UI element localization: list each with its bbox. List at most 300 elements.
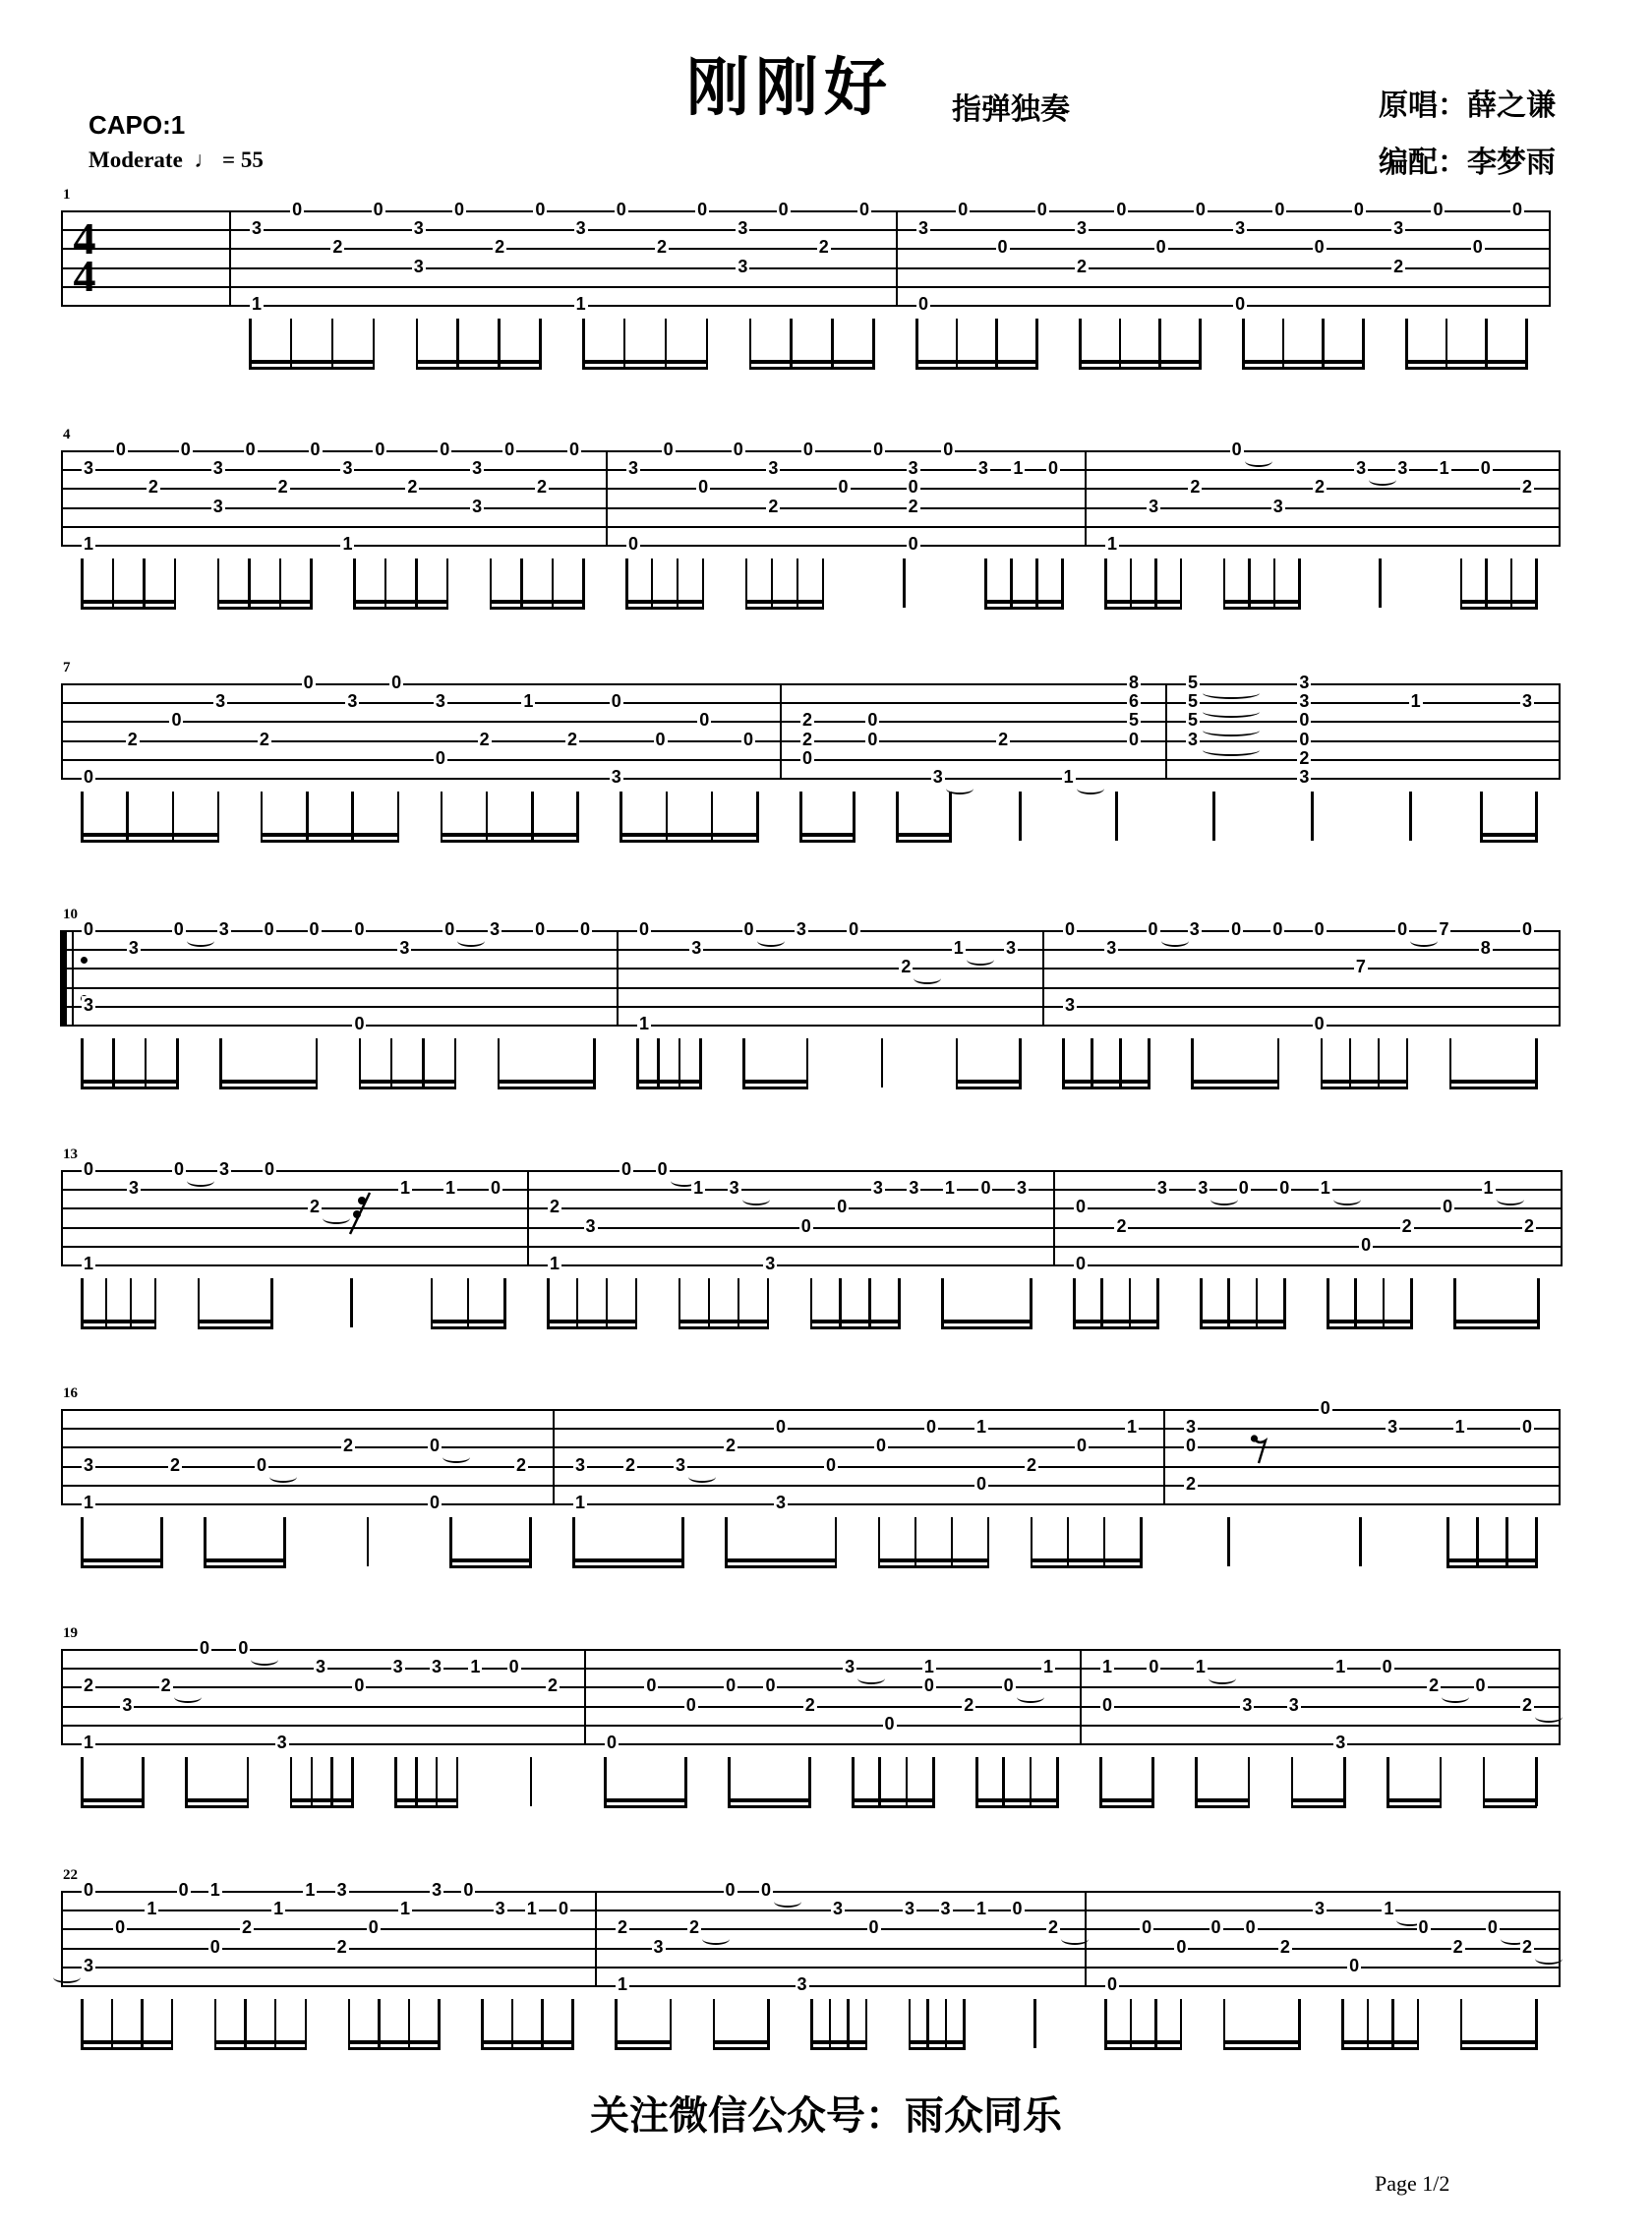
tab-note: 0 (463, 1880, 474, 1901)
tab-note: 3 (315, 1657, 326, 1677)
tab-note: 1 (1013, 458, 1024, 479)
tab-note: 0 (606, 1733, 618, 1753)
tab-note: 3 (336, 1880, 347, 1901)
tab-note: 2 (1190, 477, 1201, 498)
tab-note: 3 (691, 938, 702, 959)
tab-note: 1 (1439, 458, 1449, 479)
beam-bar (1223, 2047, 1301, 2050)
eighth-rest-symbol (1250, 1432, 1268, 1472)
staff-line (61, 1948, 1559, 1950)
staff-line (61, 1485, 1559, 1487)
tab-note: 3 (1299, 673, 1310, 693)
beam-bar (615, 2040, 672, 2044)
quarter-note-icon: ♩ = 55 (194, 147, 264, 172)
tab-note: 3 (1235, 218, 1246, 239)
tab-note: 0 (508, 1657, 519, 1677)
tab-note: 3 (1335, 1733, 1346, 1753)
time-signature-numerator: 4 (73, 212, 96, 264)
tab-note: 5 (1128, 710, 1140, 731)
tab-note: 0 (943, 440, 954, 460)
tab-note: 0 (1231, 440, 1242, 460)
slur-arc (457, 935, 485, 947)
tab-note: 3 (472, 458, 483, 479)
tab-note: 0 (83, 919, 94, 940)
tab-note: 0 (1382, 1657, 1392, 1677)
tab-note: 0 (627, 534, 639, 555)
tab-note: 1 (923, 1657, 934, 1677)
tab-note: 2 (567, 729, 578, 749)
beam-bar (1242, 360, 1365, 364)
beam-bar (1242, 367, 1365, 370)
beam-bar (749, 360, 875, 364)
staff-line (61, 1686, 1559, 1688)
beam-bar (810, 1320, 901, 1323)
staff-line (61, 1006, 1559, 1008)
tab-note: 3 (585, 1215, 596, 1236)
slur-arc (1017, 1691, 1044, 1703)
beam-bar (625, 600, 704, 604)
beam-stem (350, 1278, 353, 1327)
tab-note: 0 (1075, 1254, 1087, 1274)
tab-note: 3 (1156, 1178, 1167, 1199)
let-ring-arc (1203, 706, 1260, 718)
tab-note: 0 (256, 1454, 267, 1475)
beam-bar (810, 2040, 867, 2044)
tab-note: 0 (1397, 919, 1408, 940)
tab-note: 0 (178, 1880, 189, 1901)
staff-line (61, 1910, 1559, 1911)
beam-bar (975, 1798, 1059, 1802)
beam-bar (572, 1565, 684, 1568)
beam-bar (742, 1080, 808, 1084)
tab-note: 0 (867, 710, 878, 731)
tab-note: 0 (923, 1675, 934, 1696)
barline (229, 210, 231, 307)
beam-bar (810, 2047, 867, 2050)
beam-bar (852, 1805, 935, 1808)
tab-note: 0 (1238, 1178, 1249, 1199)
beam-bar (1291, 1805, 1346, 1808)
tab-note: 1 (1126, 1417, 1138, 1438)
tab-note: 3 (251, 218, 263, 239)
barline (1559, 1409, 1561, 1505)
tab-note: 0 (1511, 200, 1523, 220)
tab-note: 2 (83, 1675, 94, 1696)
beam-bar (799, 840, 856, 843)
staff-line (61, 507, 1559, 509)
staff-line (61, 1446, 1559, 1448)
tab-note: 1 (523, 691, 534, 712)
tab-note: 3 (1397, 458, 1408, 479)
barline (1561, 1170, 1563, 1266)
tab-note: 0 (958, 200, 969, 220)
tab-note: 3 (218, 919, 229, 940)
measure-number: 4 (63, 427, 71, 442)
barline (1085, 450, 1087, 547)
slur-arc (1245, 455, 1272, 467)
tab-note: 0 (685, 1694, 696, 1715)
beam-bar (1104, 600, 1182, 604)
tab-note: 3 (432, 1880, 442, 1901)
let-ring-arc (1203, 687, 1260, 699)
beam-bar (261, 840, 399, 843)
beam-bar (728, 1798, 811, 1802)
barline (1080, 1649, 1082, 1745)
beam-stem (1212, 792, 1215, 841)
tab-note: 1 (1384, 1899, 1394, 1919)
tab-note: 1 (1195, 1657, 1206, 1677)
staff-line (61, 987, 1559, 989)
tab-note: 0 (616, 200, 626, 220)
beam-bar (1483, 1798, 1538, 1802)
barline (61, 1170, 63, 1266)
tab-note: 0 (1245, 1917, 1256, 1938)
beam-bar (620, 840, 758, 843)
tab-note: 2 (617, 1917, 628, 1938)
beam-bar (348, 2047, 441, 2050)
staff-line (61, 949, 1559, 951)
staff-line (61, 1409, 1559, 1411)
beam-bar (359, 1087, 457, 1089)
tab-note: 0 (611, 691, 621, 712)
beam-bar (582, 360, 708, 364)
tab-note: 0 (825, 1454, 837, 1475)
tab-note: 0 (849, 919, 859, 940)
beam-bar (1460, 2040, 1538, 2044)
tab-note: 0 (199, 1638, 210, 1659)
beam-bar (1327, 1320, 1413, 1323)
beam-stem (903, 558, 906, 608)
tab-note: 2 (549, 1197, 560, 1217)
tab-note: 3 (413, 256, 424, 276)
tab-note: 7 (1355, 957, 1366, 977)
staff-line (61, 305, 1549, 307)
repeat-start-thick-bar (60, 930, 67, 1027)
tab-note: 5 (1187, 710, 1199, 731)
beam-bar (219, 1080, 318, 1084)
tab-note: 3 (1189, 919, 1200, 940)
tab-note: 2 (1521, 1694, 1533, 1715)
beam-bar (214, 2047, 307, 2050)
tab-note: 2 (547, 1675, 559, 1696)
slur-arc (187, 935, 214, 947)
slur-arc (442, 1451, 470, 1463)
slur-arc (323, 1212, 350, 1224)
beam-stem (1227, 1517, 1230, 1566)
barline (617, 930, 619, 1027)
tab-note: 3 (1064, 994, 1076, 1015)
tab-note: 0 (725, 1880, 736, 1901)
tab-note: 0 (264, 919, 274, 940)
beam-bar (625, 607, 704, 610)
tab-note: 3 (83, 458, 94, 479)
tie-arc (53, 1971, 81, 1983)
beam-bar (81, 1565, 163, 1568)
tab-note: 0 (858, 200, 870, 220)
staff-line (61, 1264, 1561, 1266)
tab-note: 2 (801, 710, 813, 731)
beam-bar (416, 360, 542, 364)
tab-note: 0 (303, 673, 314, 693)
tab-note: 3 (1299, 691, 1310, 712)
beam-bar (261, 833, 399, 837)
beam-bar (636, 1080, 702, 1084)
beam-bar (441, 833, 579, 837)
slur-arc (1535, 1953, 1563, 1965)
tab-note: 0 (1272, 919, 1283, 940)
beam-bar (1223, 2040, 1301, 2044)
beam-bar (1321, 1087, 1409, 1089)
tab-note: 0 (838, 477, 849, 498)
beam-bar (742, 1087, 808, 1089)
beam-bar (498, 1080, 596, 1084)
tab-note: 0 (375, 440, 385, 460)
tab-note: 0 (975, 1473, 987, 1494)
tab-note: 3 (431, 1657, 442, 1677)
beam-bar (725, 1558, 837, 1562)
tab-note: 2 (1026, 1454, 1037, 1475)
beam-bar (81, 2047, 173, 2050)
tab-note: 0 (802, 440, 813, 460)
tab-note: 3 (653, 1936, 664, 1957)
tab-note: 5 (1187, 691, 1199, 712)
tempo-marking (88, 147, 264, 173)
tab-note: 0 (568, 440, 580, 460)
beam-bar (1062, 1080, 1150, 1084)
beam-bar (1223, 600, 1301, 604)
staff-line (61, 968, 1559, 970)
tab-note: 3 (908, 458, 918, 479)
tab-note: 0 (1433, 200, 1444, 220)
tab-note: 3 (1393, 218, 1404, 239)
beam-bar (1223, 607, 1301, 610)
beam-bar (431, 1320, 506, 1323)
slur-arc (757, 935, 785, 947)
let-ring-arc (1203, 725, 1260, 736)
beam-bar (604, 1798, 687, 1802)
tab-note: 0 (765, 1675, 776, 1696)
staff-line (61, 702, 1559, 704)
tab-note: 0 (1155, 237, 1166, 258)
page-number: Page 1/2 (1375, 2171, 1450, 2196)
tab-note: 1 (953, 938, 964, 959)
tab-note: 0 (743, 919, 754, 940)
tab-note: 0 (1012, 1899, 1023, 1919)
beam-bar (198, 1326, 273, 1329)
tab-note: 1 (1101, 1657, 1113, 1677)
tab-note: 3 (1198, 1178, 1209, 1199)
tab-note: 0 (83, 1880, 94, 1901)
tab-note: 3 (765, 1254, 776, 1274)
tab-note: 2 (1429, 1675, 1440, 1696)
beam-bar (359, 1080, 457, 1084)
tab-note: 3 (845, 1657, 856, 1677)
tab-note: 0 (638, 919, 650, 940)
tab-note: 0 (115, 440, 126, 460)
beam-bar (1483, 1805, 1538, 1808)
beam-bar (725, 1565, 837, 1568)
barline (1559, 450, 1561, 547)
tab-note: 0 (309, 919, 320, 940)
beam-bar (1104, 2040, 1182, 2044)
tab-note: 0 (171, 710, 182, 731)
beam-bar (547, 1320, 637, 1323)
beam-stem (1115, 792, 1118, 841)
staff-line (61, 526, 1559, 528)
tab-note: 0 (868, 1917, 879, 1938)
slur-arc (1497, 1194, 1524, 1205)
tab-note: 2 (332, 237, 343, 258)
tab-note: 0 (1106, 1974, 1118, 1995)
beam-bar (1405, 360, 1528, 364)
tab-note: 3 (472, 496, 483, 516)
song-subtitle: 指弹独奏 (952, 93, 1070, 126)
beam-bar (204, 1558, 286, 1562)
beam-bar (1460, 607, 1538, 610)
tab-note: 0 (1235, 294, 1246, 315)
tab-note: 3 (218, 1159, 230, 1180)
tab-note: 0 (1210, 1917, 1221, 1938)
beam-bar (713, 2047, 770, 2050)
beam-bar (582, 367, 708, 370)
tab-note: 1 (470, 1657, 481, 1677)
barline (1559, 1891, 1561, 1987)
beam-bar (878, 1558, 990, 1562)
staff-line (61, 1189, 1561, 1191)
tab-note: 3 (342, 458, 353, 479)
staff-line (61, 1466, 1559, 1468)
barline (61, 1409, 63, 1505)
beam-bar (81, 1326, 156, 1329)
tab-note: 0 (180, 440, 191, 460)
tab-note: 2 (624, 1454, 636, 1475)
beam-bar (896, 840, 952, 843)
tab-note: 0 (698, 477, 709, 498)
beam-bar (604, 1805, 687, 1808)
slur-arc (1369, 474, 1396, 486)
tab-note: 0 (837, 1197, 848, 1217)
tab-note: 3 (627, 458, 639, 479)
beam-bar (547, 1326, 637, 1329)
tab-note: 1 (83, 1733, 94, 1753)
tab-note: 2 (515, 1454, 527, 1475)
tab-note: 0 (733, 440, 743, 460)
arranger: 编配：李梦雨 (1379, 147, 1556, 179)
tab-note: 3 (738, 218, 748, 239)
tab-note: 1 (399, 1899, 411, 1919)
tab-note: 3 (932, 767, 943, 788)
beam-bar (1200, 1320, 1286, 1323)
beam-bar (1453, 1320, 1540, 1323)
tab-note: 0 (440, 440, 450, 460)
tab-note: 2 (656, 237, 668, 258)
tab-note: 2 (1077, 256, 1088, 276)
tab-note: 3 (1185, 1417, 1197, 1438)
tab-note: 3 (83, 1454, 94, 1475)
slur-arc (1209, 1673, 1236, 1684)
staff-line (61, 229, 1549, 231)
tab-note: 3 (128, 938, 139, 959)
beam-bar (1104, 2047, 1182, 2050)
beam-bar (1460, 600, 1538, 604)
tab-note: 1 (574, 1493, 586, 1513)
tab-note: 2 (1185, 1473, 1197, 1494)
tab-note: 3 (796, 919, 806, 940)
tab-note: 2 (1116, 1215, 1127, 1236)
tab-note: 0 (444, 919, 455, 940)
tab-note: 2 (259, 729, 269, 749)
beam-bar (956, 1080, 1022, 1084)
slur-arc (269, 1471, 297, 1483)
slur-arc (857, 1673, 885, 1684)
tab-note: 0 (1353, 200, 1364, 220)
measure-number: 13 (63, 1146, 78, 1162)
tab-note: 1 (1410, 691, 1421, 712)
tab-note: 0 (310, 440, 321, 460)
beam-bar (81, 2040, 173, 2044)
slur-arc (1077, 783, 1104, 794)
tab-note: 0 (1075, 1197, 1087, 1217)
beam-bar (81, 833, 219, 837)
beam-bar (1327, 1326, 1413, 1329)
tab-note: 1 (1335, 1657, 1346, 1677)
tab-note: 0 (1521, 1417, 1533, 1438)
tab-note: 0 (209, 1936, 220, 1957)
beam-bar (728, 1805, 811, 1808)
staff-line (61, 267, 1549, 269)
tab-note: 0 (579, 919, 591, 940)
tab-note: 0 (1116, 200, 1127, 220)
tab-note: 0 (1314, 1014, 1325, 1034)
measure-number: 10 (63, 907, 78, 922)
beam-bar (636, 1087, 702, 1089)
tab-note: 0 (1299, 710, 1310, 731)
tab-note: 2 (1521, 477, 1533, 498)
beam-bar (1200, 1326, 1286, 1329)
slur-arc (742, 1194, 770, 1205)
beam-bar (1191, 1087, 1279, 1089)
tab-note: 0 (884, 1713, 895, 1734)
beam-bar (498, 1087, 596, 1089)
beam-bar (214, 2040, 307, 2044)
beam-bar (984, 600, 1063, 604)
measure-number: 16 (63, 1385, 78, 1401)
tab-note: 0 (238, 1638, 249, 1659)
beam-bar (745, 600, 824, 604)
beam-stem (1359, 1517, 1362, 1566)
tab-note: 3 (940, 1899, 951, 1919)
tab-note: 1 (444, 1178, 456, 1199)
let-ring-arc (1203, 744, 1260, 756)
tab-note: 0 (1349, 1955, 1360, 1975)
slur-arc (1535, 1711, 1563, 1723)
beam-bar (1386, 1798, 1442, 1802)
tab-note: 3 (392, 1657, 403, 1677)
tab-note: 0 (354, 1014, 365, 1034)
tab-note: 3 (122, 1694, 133, 1715)
tab-note: 0 (490, 1178, 502, 1199)
beam-bar (1449, 1087, 1538, 1089)
barline (1559, 930, 1561, 1027)
staff-line (61, 469, 1559, 471)
tab-note: 0 (663, 440, 674, 460)
tab-note: 0 (504, 440, 515, 460)
beam-bar (1031, 1565, 1143, 1568)
staff-line (61, 286, 1549, 288)
tab-note: 0 (1361, 1234, 1372, 1255)
tab-note: 0 (1320, 1398, 1330, 1419)
beam-bar (1031, 1558, 1143, 1562)
